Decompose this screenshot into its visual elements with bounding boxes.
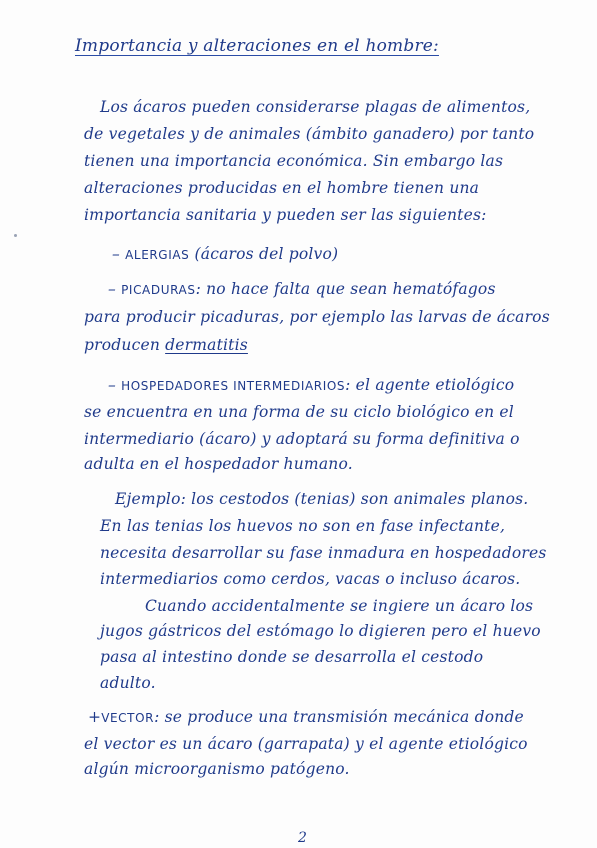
- alergias-text: (ácaros del polvo): [194, 245, 339, 263]
- ejemplo-line: intermediarios como cerdos, vacas o incluso ácaros.: [100, 570, 521, 588]
- bullet: –: [108, 280, 116, 298]
- ejemplo-line: adulto.: [100, 674, 156, 692]
- hospedadores-item: [108, 376, 514, 394]
- hospedadores-label: HOSPEDADORES INTERMEDIARIOS: [121, 379, 346, 393]
- picaduras-line: [84, 336, 248, 354]
- bullet: –: [108, 376, 116, 394]
- intro-line: tienen una importancia económica. Sin embargo las: [84, 152, 504, 170]
- bullet: +: [88, 708, 102, 726]
- page-number: 2: [298, 830, 308, 846]
- picaduras-label: PICADURAS: [121, 283, 196, 297]
- intro-line: importancia sanitaria y pueden ser las siguientes:: [84, 206, 487, 224]
- alergias-label: ALERGIAS: [125, 248, 190, 262]
- intro-line: de vegetales y de animales (ámbito ganadero) por tanto: [84, 125, 535, 143]
- hospedadores-line: intermediario (ácaro) y adoptará su forma definitiva o: [84, 430, 520, 448]
- hospedadores-line: adulta en el hospedador humano.: [84, 455, 353, 473]
- bullet: –: [112, 245, 120, 263]
- ejemplo-line: pasa al intestino donde se desarrolla el cestodo: [100, 648, 484, 666]
- intro-line: Los ácaros pueden considerarse plagas de alimentos,: [100, 98, 531, 116]
- alergias-item: [112, 245, 338, 263]
- ejemplo-line: jugos gástricos del estómago lo digieren pero el huevo: [100, 622, 541, 640]
- vector-item: [88, 708, 524, 726]
- picaduras-line-pre: producen: [84, 336, 166, 354]
- vector-label: VECTOR: [101, 711, 155, 725]
- picaduras-line: para producir picaduras, por ejemplo las larvas de ácaros: [84, 308, 550, 326]
- ejemplo-line: necesita desarrollar su fase inmadura en hospedadores: [100, 544, 547, 562]
- ink-speck: [14, 234, 17, 237]
- vector-line: el vector es un ácaro (garrapata) y el agente etiológico: [84, 735, 528, 753]
- vector-line: algún microorganismo patógeno.: [84, 760, 350, 778]
- hospedadores-line: se encuentra en una forma de su ciclo biológico en el: [84, 403, 514, 421]
- dermatitis-term: dermatitis: [165, 336, 248, 354]
- ejemplo-line: Cuando accidentalmente se ingiere un ácaro los: [145, 597, 534, 615]
- picaduras-line: : no hace falta que sean hematófagos: [195, 280, 496, 298]
- vector-line: : se produce una transmisión mecánica donde: [154, 708, 524, 726]
- ejemplo-line: En las tenias los huevos no son en fase infectante,: [100, 517, 506, 535]
- intro-line: alteraciones producidas en el hombre tienen una: [84, 179, 480, 197]
- page-title: Importancia y alteraciones en el hombre:: [75, 36, 439, 56]
- ejemplo-line: Ejemplo: los cestodos (tenias) son animales planos.: [115, 490, 529, 508]
- picaduras-item: [108, 280, 496, 298]
- hospedadores-line: : el agente etiológico: [345, 376, 515, 394]
